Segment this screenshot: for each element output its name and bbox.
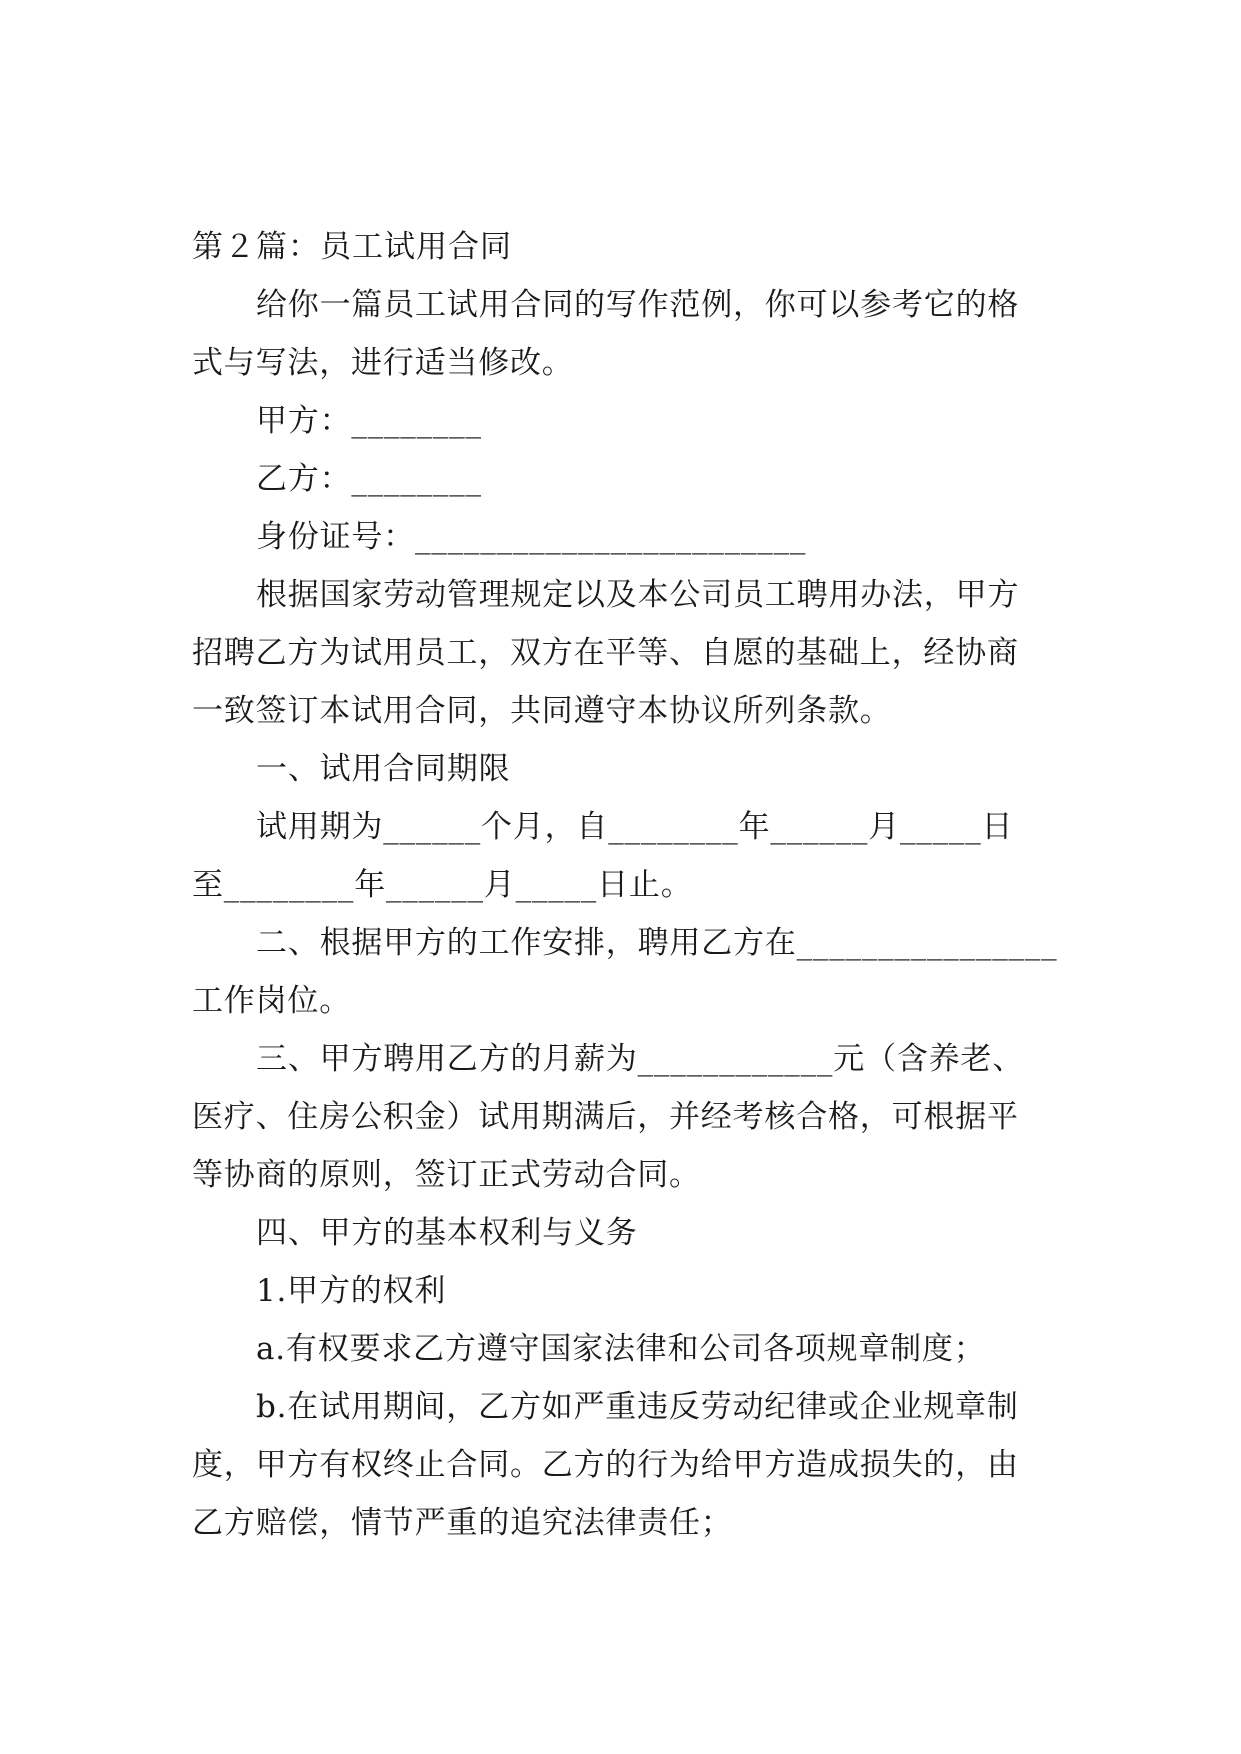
preamble-line-3: 一致签订本试用合同，共同遵守本协议所列条款。	[192, 693, 892, 729]
section-2-line-2: 工作岗位。	[192, 983, 351, 1019]
clause-b-line-1: b.在试用期间，乙方如严重违反劳动纪律或企业规章制	[256, 1389, 1019, 1425]
section-2-line-1: 二、根据甲方的工作安排，聘用乙方在________________	[256, 925, 1058, 961]
document-title: 第２篇：员工试用合同	[192, 229, 512, 265]
party-b-line: 乙方：________	[256, 461, 482, 497]
section-4-heading: 四、甲方的基本权利与义务	[256, 1215, 638, 1251]
section-3-line-3: 等协商的原则，签订正式劳动合同。	[192, 1157, 701, 1193]
clause-a-line: a.有权要求乙方遵守国家法律和公司各项规章制度；	[256, 1331, 986, 1367]
section-3-line-1: 三、甲方聘用乙方的月薪为____________元（含养老、	[256, 1041, 1024, 1077]
section-1-line-2: 至________年______月_____日止。	[192, 867, 693, 903]
preamble-line-1: 根据国家劳动管理规定以及本公司员工聘用办法，甲方	[256, 577, 1020, 613]
party-a-line: 甲方：________	[256, 403, 482, 439]
intro-line-2: 式与写法，进行适当修改。	[192, 345, 574, 381]
section-3-line-2: 医疗、住房公积金）试用期满后，并经考核合格，可根据平	[192, 1099, 1019, 1135]
subsection-1-heading: 1.甲方的权利	[256, 1273, 447, 1309]
clause-b-line-2: 度，甲方有权终止合同。乙方的行为给甲方造成损失的，由	[192, 1447, 1019, 1483]
document-body	[192, 218, 1058, 1552]
section-1-line-1: 试用期为______个月，自________年______月_____日	[256, 809, 1014, 845]
section-1-heading: 一、试用合同期限	[256, 751, 511, 787]
intro-line-1: 给你一篇员工试用合同的写作范例，你可以参考它的格	[256, 287, 1020, 323]
clause-b-line-3: 乙方赔偿，情节严重的追究法律责任；	[192, 1505, 733, 1541]
preamble-line-2: 招聘乙方为试用员工，双方在平等、自愿的基础上，经协商	[192, 635, 1019, 671]
id-number-line: 身份证号：________________________	[256, 519, 807, 555]
